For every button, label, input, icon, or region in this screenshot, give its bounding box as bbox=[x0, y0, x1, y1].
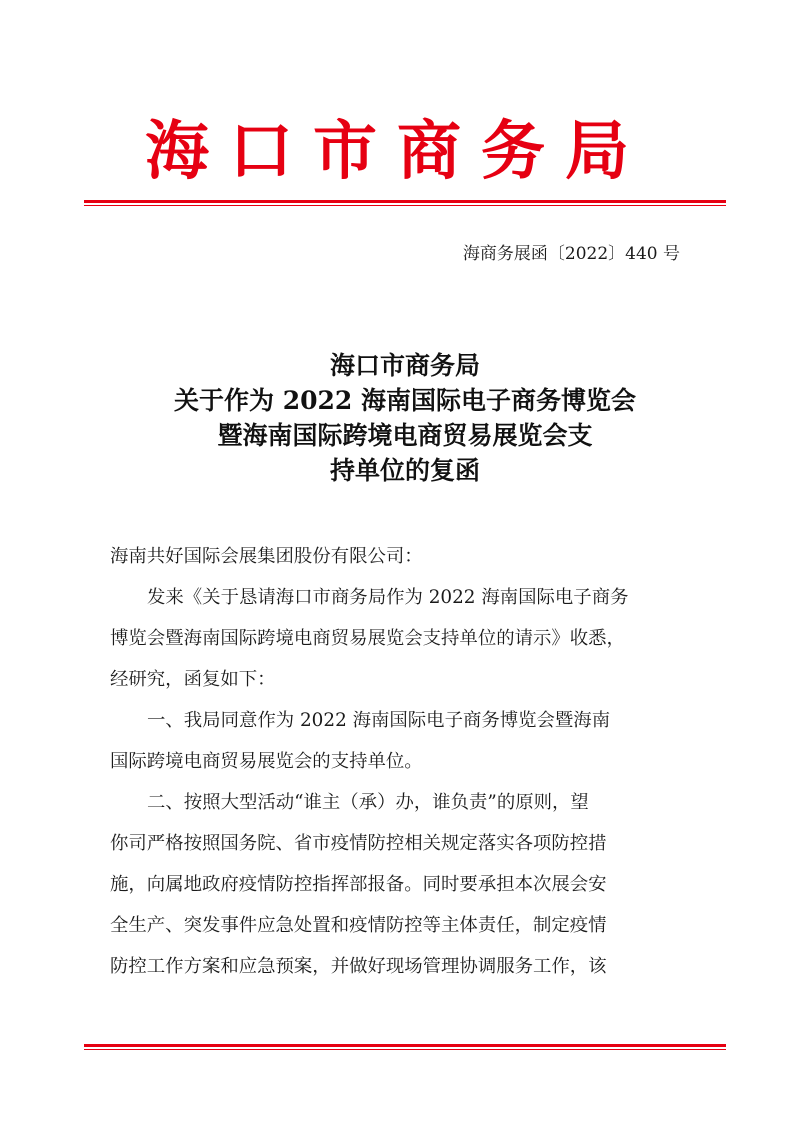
agency-masthead: 海口市商务局 bbox=[145, 114, 649, 189]
title-line: 关于作为 2022 海南国际电子商务博览会 bbox=[174, 386, 636, 415]
body-line: 你司严格按照国务院、省市疫情防控相关规定落实各项防控措 bbox=[110, 833, 607, 854]
body-line: 全生产、突发事件应急处置和疫情防控等主体责任，制定疫情 bbox=[110, 915, 607, 936]
title-line: 持单位的复函 bbox=[329, 456, 480, 485]
body-line: 发来《关于恳请海口市商务局作为 2022 海南国际电子商务 bbox=[147, 587, 629, 608]
document-body bbox=[110, 536, 690, 987]
body-line: 施，向属地政府疫情防控指挥部报备。同时要承担本次展会安 bbox=[110, 874, 607, 895]
body-line: 国际跨境电商贸易展览会的支持单位。 bbox=[110, 751, 423, 772]
addressee: 海南共好国际会展集团股份有限公司： bbox=[110, 546, 423, 567]
document-number: 海商务展函〔2022〕440 号 bbox=[462, 244, 680, 264]
body-line: 博览会暨海南国际跨境电商贸易展览会支持单位的请示》收悉， bbox=[110, 628, 625, 649]
header-red-divider bbox=[84, 200, 726, 206]
title-line: 暨海南国际跨境电商贸易展览会支 bbox=[217, 421, 593, 450]
body-line: 经研究，函复如下： bbox=[110, 669, 276, 690]
document-title bbox=[84, 348, 726, 488]
title-line: 海口市商务局 bbox=[329, 351, 480, 380]
body-line: 二、按照大型活动“谁主（承）办，谁负责”的原则，望 bbox=[147, 792, 589, 813]
body-line: 一、我局同意作为 2022 海南国际电子商务博览会暨海南 bbox=[147, 710, 611, 731]
footer-red-divider bbox=[84, 1044, 726, 1050]
body-line: 防控工作方案和应急预案，并做好现场管理协调服务工作，该 bbox=[110, 956, 607, 977]
